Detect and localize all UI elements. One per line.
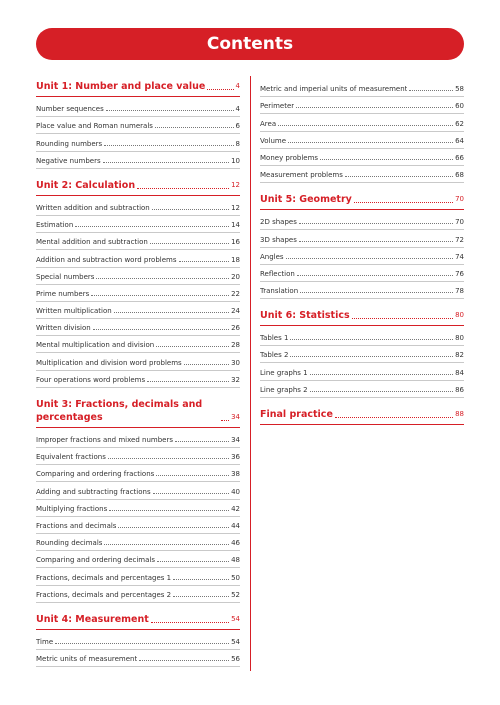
section-heading[interactable] xyxy=(260,408,464,425)
dot-leader xyxy=(108,458,229,459)
entry-page-number: 44 xyxy=(231,521,240,530)
dot-leader xyxy=(310,374,453,375)
entry-page-number: 42 xyxy=(231,504,240,513)
entry-page-number: 68 xyxy=(455,171,464,180)
entry-label: Mental addition and subtraction xyxy=(36,238,148,247)
toc-entry[interactable] xyxy=(260,248,464,265)
dot-leader xyxy=(299,223,453,224)
entry-page-number: 26 xyxy=(231,324,240,333)
dot-leader xyxy=(310,391,453,392)
toc-entry[interactable] xyxy=(36,517,240,534)
entry-label: Multiplying fractions xyxy=(36,504,108,513)
section-heading-label: Final practice xyxy=(260,408,333,420)
entry-page-number: 40 xyxy=(231,487,240,496)
entry-page-number: 84 xyxy=(455,368,464,377)
dot-leader xyxy=(175,441,229,442)
toc-entry[interactable] xyxy=(260,282,464,299)
entry-page-number: 74 xyxy=(455,252,464,261)
entry-page-number: 22 xyxy=(231,289,240,298)
contents-banner xyxy=(36,28,464,60)
entry-page-number: 6 xyxy=(235,122,240,131)
entry-label: Measurement problems xyxy=(260,171,343,180)
entry-label: Tables 1 xyxy=(260,334,289,343)
entry-page-number: 8 xyxy=(235,139,240,148)
entry-label: Four operations word problems xyxy=(36,375,146,384)
entry-page-number: 86 xyxy=(455,385,464,394)
toc-entry[interactable] xyxy=(36,371,240,388)
dot-leader xyxy=(207,89,233,90)
dot-leader xyxy=(184,364,229,365)
entry-label: Volume xyxy=(260,136,287,145)
entry-label: Angles xyxy=(260,252,284,261)
left-column xyxy=(36,80,240,677)
entry-page-number: 80 xyxy=(455,334,464,343)
toc-entry[interactable] xyxy=(260,166,464,183)
dot-leader xyxy=(157,561,229,562)
right-column xyxy=(260,80,464,435)
entry-page-number: 14 xyxy=(231,221,240,230)
toc-section xyxy=(260,193,464,299)
dot-leader xyxy=(335,417,453,418)
entry-page-number: 28 xyxy=(231,341,240,350)
toc-entry[interactable] xyxy=(36,448,240,465)
entry-label: Estimation xyxy=(36,221,74,230)
dot-leader xyxy=(150,243,229,244)
dot-leader xyxy=(137,188,229,189)
page-title: Contents xyxy=(206,34,294,54)
entry-page-number: 50 xyxy=(231,573,240,582)
entry-label: Multiplication and division word problems xyxy=(36,358,182,367)
entry-label: Rounding numbers xyxy=(36,139,103,148)
toc-section xyxy=(36,80,240,169)
toc-entry[interactable] xyxy=(36,500,240,517)
dot-leader xyxy=(114,312,229,313)
toc-entry[interactable] xyxy=(36,586,240,603)
toc-entry[interactable] xyxy=(36,568,240,585)
toc-entry[interactable] xyxy=(260,97,464,114)
dot-leader xyxy=(75,226,229,227)
entry-label: Fractions, decimals and percentages 1 xyxy=(36,573,172,582)
dot-leader xyxy=(103,162,229,163)
toc-entry[interactable] xyxy=(36,302,240,319)
entry-label: Special numbers xyxy=(36,272,95,281)
entry-page-number: 76 xyxy=(455,269,464,278)
dot-leader xyxy=(106,110,234,111)
dot-leader xyxy=(352,318,453,319)
dot-leader xyxy=(221,420,229,421)
entry-page-number: 48 xyxy=(231,556,240,565)
entry-page-number: 18 xyxy=(231,255,240,264)
dot-leader xyxy=(156,346,229,347)
section-heading[interactable] xyxy=(260,309,464,326)
section-heading-label: Unit 3: Fractions, decimals and percentages xyxy=(36,398,203,423)
section-heading-label: Unit 4: Measurement xyxy=(36,613,149,625)
toc-entry[interactable] xyxy=(260,346,464,363)
entry-label: Negative numbers xyxy=(36,156,101,165)
dot-leader xyxy=(299,241,453,242)
toc-entry[interactable] xyxy=(260,149,464,166)
entry-page-number: 82 xyxy=(455,351,464,360)
dot-leader xyxy=(96,278,229,279)
toc-entry[interactable] xyxy=(260,329,464,346)
entry-page-number: 38 xyxy=(231,470,240,479)
entry-label: Written addition and subtraction xyxy=(36,203,150,212)
dot-leader xyxy=(147,381,229,382)
toc-entry[interactable] xyxy=(260,381,464,398)
toc-entry[interactable] xyxy=(36,465,240,482)
toc-section xyxy=(36,179,240,388)
dot-leader xyxy=(91,295,229,296)
toc-entry[interactable] xyxy=(260,230,464,247)
entry-label: Written division xyxy=(36,324,91,333)
toc-entry[interactable] xyxy=(260,80,464,97)
toc-entry[interactable] xyxy=(36,117,240,134)
entry-page-number: 52 xyxy=(231,590,240,599)
entry-label: Number sequences xyxy=(36,105,104,114)
entry-label: Prime numbers xyxy=(36,289,90,298)
entry-label: Translation xyxy=(260,287,299,296)
entry-page-number: 10 xyxy=(231,156,240,165)
entry-label: Area xyxy=(260,119,277,128)
toc-entry[interactable] xyxy=(260,265,464,282)
toc-section xyxy=(260,408,464,425)
toc-entry[interactable] xyxy=(36,431,240,448)
toc-entry[interactable] xyxy=(36,233,240,250)
toc-entry[interactable] xyxy=(36,534,240,551)
dot-leader xyxy=(153,493,229,494)
entry-page-number: 54 xyxy=(231,637,240,646)
entry-label: Time xyxy=(36,637,54,646)
entry-label: Improper fractions and mixed numbers xyxy=(36,436,173,444)
entry-page-number: 32 xyxy=(231,375,240,384)
dot-leader xyxy=(297,275,453,276)
toc-entry[interactable] xyxy=(36,152,240,169)
entry-page-number: 58 xyxy=(455,85,464,94)
toc-entry[interactable] xyxy=(260,132,464,149)
entry-label: Money problems xyxy=(260,153,319,162)
dot-leader xyxy=(104,145,233,146)
section-page-number: 88 xyxy=(455,409,464,418)
toc-entry[interactable] xyxy=(36,250,240,267)
dot-leader xyxy=(286,258,454,259)
section-page-number: 70 xyxy=(455,195,464,204)
dot-leader xyxy=(55,643,229,644)
dot-leader xyxy=(300,292,453,293)
entry-page-number: 62 xyxy=(455,119,464,128)
entry-label: Place value and Roman numerals xyxy=(36,122,153,131)
toc-entry[interactable] xyxy=(36,134,240,151)
entry-label: Equivalent fractions xyxy=(36,453,106,462)
toc-entry[interactable] xyxy=(260,213,464,230)
toc-section xyxy=(36,613,240,667)
dot-leader xyxy=(93,329,229,330)
entry-label: Reflection xyxy=(260,269,295,278)
toc-entry[interactable] xyxy=(36,336,240,353)
entry-label: Adding and subtracting fractions xyxy=(36,487,151,496)
section-heading[interactable] xyxy=(36,80,240,97)
entry-page-number: 30 xyxy=(231,358,240,367)
entry-page-number: 4 xyxy=(235,105,240,114)
dot-leader xyxy=(152,209,229,210)
entry-page-number: 70 xyxy=(455,218,464,227)
toc-entry[interactable] xyxy=(260,363,464,380)
entry-label: Rounding decimals xyxy=(36,539,103,548)
entry-label: Metric units of measurement xyxy=(36,655,138,664)
toc-entry[interactable] xyxy=(36,633,240,650)
section-heading-label: Unit 5: Geometry xyxy=(260,194,352,206)
section-page-number: 54 xyxy=(231,614,240,623)
entry-label: 3D shapes xyxy=(260,235,297,244)
toc-section xyxy=(36,398,240,603)
toc-entry[interactable] xyxy=(36,285,240,302)
entry-label: Written multiplication xyxy=(36,307,112,316)
dot-leader xyxy=(296,107,453,108)
toc-entry[interactable] xyxy=(36,319,240,336)
toc-entry[interactable] xyxy=(36,268,240,285)
entry-page-number: 36 xyxy=(231,453,240,462)
entry-page-number: 24 xyxy=(231,307,240,316)
section-heading[interactable] xyxy=(36,398,240,428)
dot-leader xyxy=(290,356,453,357)
dot-leader xyxy=(139,660,229,661)
entry-label: Fractions, decimals and percentages 2 xyxy=(36,590,172,599)
entry-page-number: 16 xyxy=(231,238,240,247)
dot-leader xyxy=(345,176,453,177)
dot-leader xyxy=(288,142,453,143)
entry-label: Perimeter xyxy=(260,102,295,111)
section-heading-label: Unit 1: Number and place value xyxy=(36,81,206,92)
entry-page-number: 46 xyxy=(231,539,240,548)
dot-leader xyxy=(104,544,229,545)
toc-entry[interactable] xyxy=(36,650,240,667)
dot-leader xyxy=(173,596,229,597)
toc-entry[interactable] xyxy=(36,353,240,370)
entry-page-number: 56 xyxy=(231,655,240,664)
dot-leader xyxy=(409,90,453,91)
dot-leader xyxy=(320,159,453,160)
entry-page-number: 66 xyxy=(455,153,464,162)
dot-leader xyxy=(155,127,234,128)
section-page-number: 34 xyxy=(231,412,240,421)
entry-page-number: 34 xyxy=(231,436,240,444)
toc-entry[interactable] xyxy=(36,482,240,499)
dot-leader xyxy=(173,579,229,580)
section-heading[interactable] xyxy=(260,193,464,210)
entry-page-number: 20 xyxy=(231,272,240,281)
entry-label: Tables 2 xyxy=(260,351,289,360)
entry-label: Line graphs 1 xyxy=(260,368,308,377)
entry-label: Metric and imperial units of measurement xyxy=(260,85,408,94)
entry-label: Comparing and ordering decimals xyxy=(36,556,156,565)
dot-leader xyxy=(118,527,229,528)
entry-label: Mental multiplication and division xyxy=(36,341,155,350)
entry-page-number: 72 xyxy=(455,235,464,244)
dot-leader xyxy=(179,261,230,262)
toc-entry[interactable] xyxy=(36,551,240,568)
section-heading[interactable] xyxy=(36,613,240,630)
section-page-number: 12 xyxy=(231,180,240,189)
entry-label: Fractions and decimals xyxy=(36,521,117,530)
toc-section-continued xyxy=(260,80,464,183)
entry-label: 2D shapes xyxy=(260,218,297,227)
entry-label: Line graphs 2 xyxy=(260,385,308,394)
toc-section xyxy=(260,309,464,398)
column-divider xyxy=(250,76,251,671)
dot-leader xyxy=(290,339,453,340)
toc-entry[interactable] xyxy=(36,100,240,117)
section-page-number: 80 xyxy=(455,311,464,320)
entry-label: Addition and subtraction word problems xyxy=(36,255,177,264)
section-heading[interactable] xyxy=(36,179,240,196)
toc-entry[interactable] xyxy=(260,114,464,131)
section-heading-label: Unit 2: Calculation xyxy=(36,179,136,191)
entry-page-number: 64 xyxy=(455,136,464,145)
entry-page-number: 60 xyxy=(455,102,464,111)
entry-page-number: 78 xyxy=(455,287,464,296)
entry-label: Comparing and ordering fractions xyxy=(36,470,155,479)
dot-leader xyxy=(109,510,229,511)
toc-entry[interactable] xyxy=(36,199,240,216)
dot-leader xyxy=(278,125,453,126)
dot-leader xyxy=(354,202,453,203)
dot-leader xyxy=(151,622,229,623)
section-page-number: 4 xyxy=(235,82,240,90)
dot-leader xyxy=(156,475,229,476)
section-heading-label: Unit 6: Statistics xyxy=(260,310,350,322)
toc-entry[interactable] xyxy=(36,216,240,233)
entry-page-number: 12 xyxy=(231,203,240,212)
